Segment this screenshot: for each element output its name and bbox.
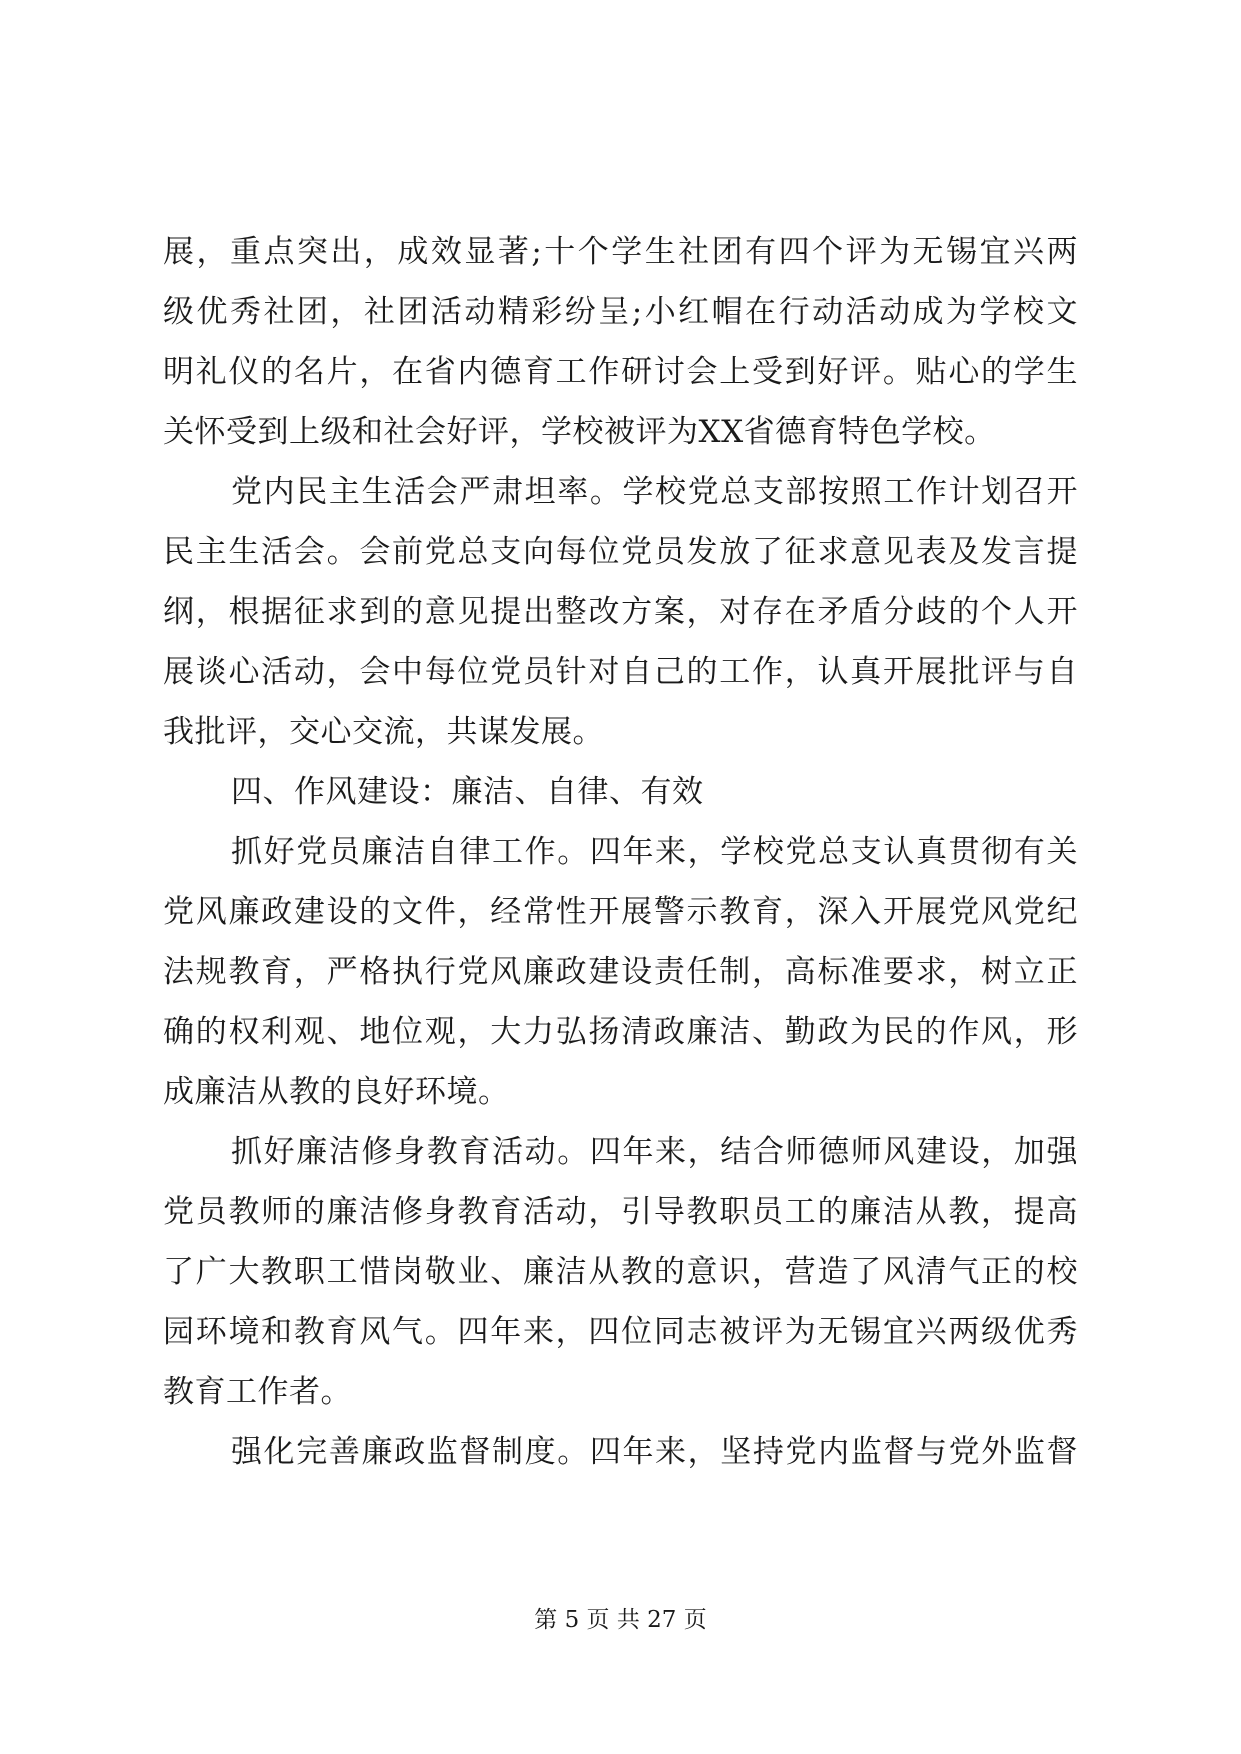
text-line: 我批评，交心交流，共谋发展。 (163, 714, 604, 750)
text-line: 法规教育，严格执行党风廉政建设责任制，高标准要求，树立正 (163, 954, 1078, 990)
text-line: 党内民主生活会严肃坦率。学校党总支部按照工作计划召开 (231, 474, 1078, 510)
text-line: 四、作风建设：廉洁、自律、有效 (231, 774, 704, 810)
text-line: 展谈心活动，会中每位党员针对自己的工作，认真开展批评与自 (163, 654, 1078, 690)
text-line: 党风廉政建设的文件，经常性开展警示教育，深入开展党风党纪 (163, 894, 1078, 930)
text-line: 了广大教职工惜岗敬业、廉洁从教的意识，营造了风清气正的校 (163, 1254, 1078, 1290)
text-line: 级优秀社团，社团活动精彩纷呈;小红帽在行动活动成为学校文 (163, 294, 1078, 330)
text-line: 抓好党员廉洁自律工作。四年来，学校党总支认真贯彻有关 (231, 834, 1078, 870)
text-line: 展，重点突出，成效显著;十个学生社团有四个评为无锡宜兴两 (163, 234, 1078, 270)
text-line: 关怀受到上级和社会好评，学校被评为XX省德育特色学校。 (163, 414, 996, 450)
text-line: 教育工作者。 (163, 1374, 352, 1410)
text-line: 确的权利观、地位观，大力弘扬清政廉洁、勤政为民的作风，形 (163, 1014, 1078, 1050)
text-line: 强化完善廉政监督制度。四年来，坚持党内监督与党外监督 (231, 1434, 1078, 1470)
text-line: 成廉洁从教的良好环境。 (163, 1074, 510, 1110)
page-footer: 第 5 页 共 27 页 (534, 1607, 707, 1633)
document-body (163, 222, 1078, 1482)
text-line: 园环境和教育风气。四年来，四位同志被评为无锡宜兴两级优秀 (163, 1314, 1078, 1350)
text-line: 党员教师的廉洁修身教育活动，引导教职员工的廉洁从教，提高 (163, 1194, 1078, 1230)
text-line: 抓好廉洁修身教育活动。四年来，结合师德师风建设，加强 (231, 1134, 1078, 1170)
text-line: 明礼仪的名片，在省内德育工作研讨会上受到好评。贴心的学生 (163, 354, 1078, 390)
text-line: 纲，根据征求到的意见提出整改方案，对存在矛盾分歧的个人开 (163, 594, 1078, 630)
text-line: 民主生活会。会前党总支向每位党员发放了征求意见表及发言提 (163, 534, 1078, 570)
